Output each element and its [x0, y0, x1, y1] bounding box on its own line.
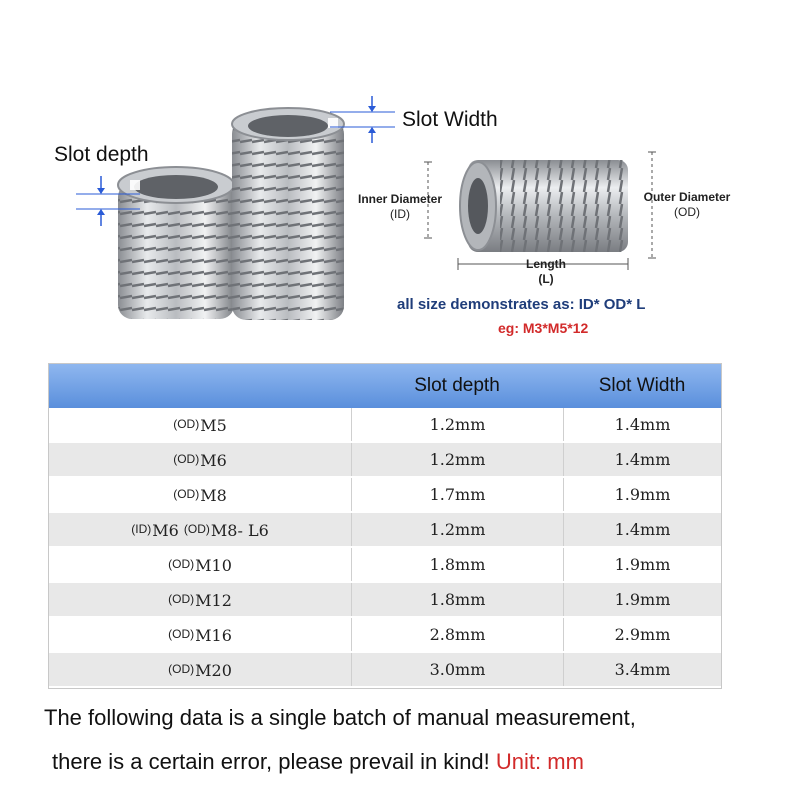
size-tag: (OD)	[168, 662, 195, 676]
size-tag: (ID)	[131, 522, 152, 536]
size-tag: (OD)	[168, 627, 195, 641]
size-cell	[49, 513, 351, 546]
size-value: M6	[152, 521, 179, 540]
size-value: M20	[195, 661, 232, 680]
table-row	[49, 618, 721, 651]
slot-depth-cell: 1.2mm	[351, 408, 563, 441]
size-value: M16	[195, 626, 232, 645]
size-tag: (OD)	[183, 522, 210, 536]
slot-width-cell: 1.9mm	[563, 548, 721, 581]
slot-width-cell: 1.4mm	[563, 513, 721, 546]
slot-depth-cell: 1.7mm	[351, 478, 563, 511]
length-abbr: (L)	[538, 272, 554, 286]
slot-depth-label: Slot depth	[54, 143, 149, 166]
size-cell	[49, 583, 351, 616]
outer-diameter-label	[632, 190, 742, 220]
table-row	[49, 583, 721, 616]
table-row	[49, 443, 721, 476]
slot-width-cell: 2.9mm	[563, 618, 721, 651]
measurement-note-text: there is a certain error, please prevail in kind!	[52, 749, 490, 774]
slot-width-cell: 1.9mm	[563, 478, 721, 511]
slot-width-cell: 1.4mm	[563, 408, 721, 441]
slot-width-label: Slot Width	[402, 108, 498, 131]
table-header	[49, 364, 721, 408]
size-value: M5	[200, 416, 227, 435]
size-value: M8	[200, 486, 227, 505]
table-row	[49, 478, 721, 511]
size-tag: (OD)	[168, 557, 195, 571]
slot-depth-cell: 3.0mm	[351, 653, 563, 686]
slot-depth-cell: 1.8mm	[351, 583, 563, 616]
measurement-note-line1: The following data is a single batch of manual measurement,	[44, 705, 636, 730]
size-value: M12	[195, 591, 232, 610]
inner-diameter-label	[350, 192, 450, 222]
table-header-slot-width: Slot Width	[598, 375, 686, 396]
size-tag: (OD)	[173, 452, 200, 466]
size-cell	[49, 408, 351, 441]
size-tag: (OD)	[173, 417, 200, 431]
side-view-insert-image	[460, 160, 628, 252]
small-insert-image	[118, 167, 234, 319]
slot-depth-cell: 1.2mm	[351, 513, 563, 546]
unit-note: Unit: mm	[495, 749, 584, 774]
slot-width-cell: 3.4mm	[563, 653, 721, 686]
slot-depth-cell: 1.2mm	[351, 443, 563, 476]
size-cell	[49, 653, 351, 686]
slot-depth-cell: 2.8mm	[351, 618, 563, 651]
slot-width-cell: 1.9mm	[563, 583, 721, 616]
length-label	[506, 257, 586, 287]
inner-diameter-abbr: (ID)	[390, 207, 410, 221]
slot-dimension-table	[48, 363, 722, 689]
size-cell	[49, 548, 351, 581]
inner-diameter-text: Inner Diameter	[357, 192, 443, 206]
table-header-slot-depth: Slot depth	[414, 375, 500, 396]
size-format-note: all size demonstrates as: ID* OD* L	[397, 296, 646, 313]
size-cell	[49, 618, 351, 651]
table-header-size	[49, 364, 351, 408]
outer-diameter-text: Outer Diameter	[643, 190, 731, 204]
table-row	[49, 653, 721, 686]
slot-width-cell: 1.4mm	[563, 443, 721, 476]
table-row	[49, 548, 721, 581]
length-text: Length	[526, 257, 566, 271]
table-row	[49, 513, 721, 546]
measurement-note-line2	[52, 749, 584, 775]
size-value: M8- L6	[210, 521, 269, 540]
size-tag: (OD)	[168, 592, 195, 606]
table-row	[49, 408, 721, 441]
tall-insert-image	[232, 108, 344, 320]
slot-depth-cell: 1.8mm	[351, 548, 563, 581]
size-value: M6	[200, 451, 227, 470]
size-cell	[49, 443, 351, 476]
outer-diameter-abbr: (OD)	[674, 205, 700, 219]
size-value: M10	[195, 556, 232, 575]
size-example-note: eg: M3*M5*12	[498, 320, 589, 336]
size-cell	[49, 478, 351, 511]
size-tag: (OD)	[173, 487, 200, 501]
